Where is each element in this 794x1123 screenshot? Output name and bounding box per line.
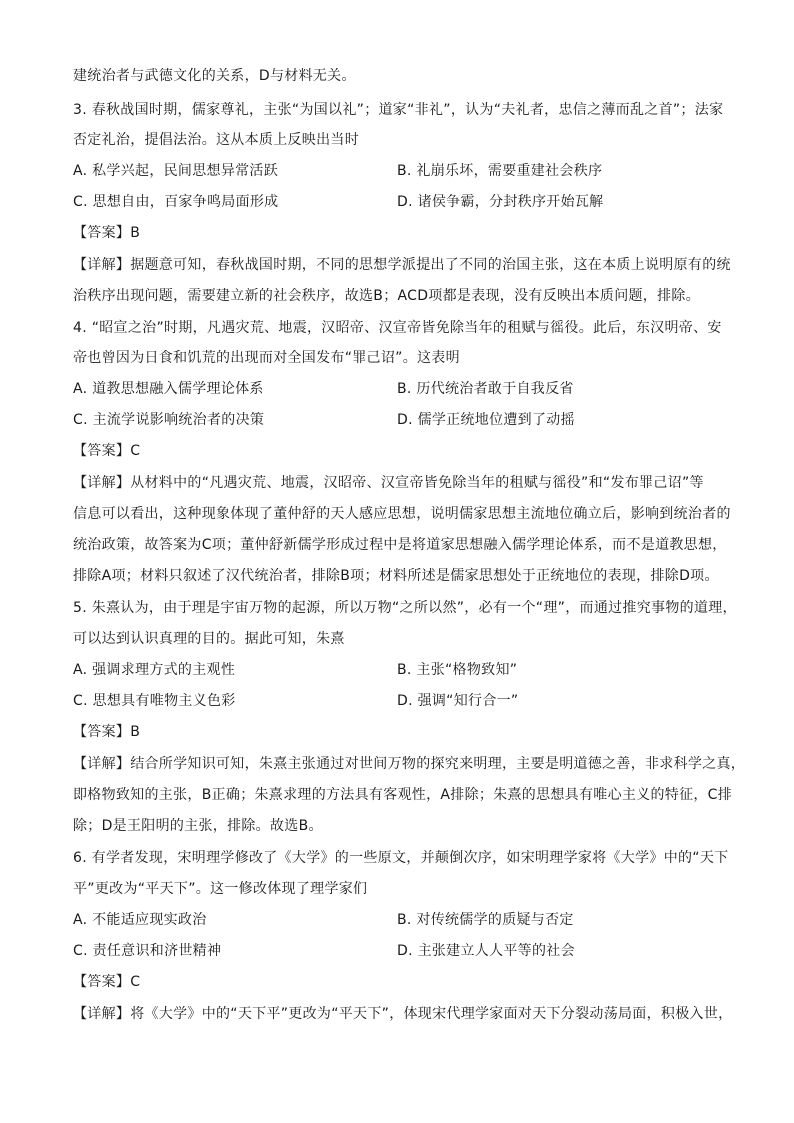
question-5-stem: 5. 朱熹认为，由于理是宇宙万物的起源，所以万物“之所以然”，必有一个“理”，而通过推究事物的道理， — [73, 600, 737, 616]
q4-option-c: C. 主流学说影响统治者的决策 — [73, 412, 265, 428]
q6-option-d: D. 主张建立人人平等的社会 — [397, 943, 575, 959]
q5-option-a: A. 强调求理方式的主观性 — [73, 662, 236, 678]
q4-answer: 【答案】C — [73, 443, 141, 459]
q4-explanation-cont: 信息可以看出，这种现象体现了董仲舒的天人感应思想，说明儒家思想主流地位确立后，影响到统治者的 — [73, 506, 731, 522]
q4-option-a: A. 道教思想融入儒学理论体系 — [73, 381, 264, 397]
q3-answer: 【答案】B — [73, 225, 141, 241]
q3-explanation: 【详解】据题意可知，春秋战国时期，不同的思想学派提出了不同的治国主张，这在本质上说明原有的统 — [73, 257, 731, 273]
q6-option-a: A. 不能适应现实政治 — [73, 912, 207, 928]
q5-explanation: 【详解】结合所学知识可知，朱熹主张通过对世间万物的探究来明理，主要是明道德之善，非求科学之真， — [73, 756, 746, 772]
q3-explanation-cont: 治秩序出现问题，需要建立新的社会秩序，故选B；ACD项都是表现，没有反映出本质问题，排除。 — [73, 288, 700, 304]
question-4-stem-cont: 帝也曾因为日食和饥荒的出现而对全国发布“罪己诏”。这表明 — [73, 350, 460, 366]
q5-option-b: B. 主张“格物致知” — [397, 662, 518, 678]
q4-explanation: 【详解】从材料中的“凡遇灾荒、地震，汉昭帝、汉宣帝皆免除当年的租赋与徭役”和“发布罪己诏”等 — [73, 475, 704, 491]
q6-option-b: B. 对传统儒学的质疑与否定 — [397, 912, 574, 928]
question-6-stem: 6. 有学者发现，宋明理学修改了《大学》的一些原文，并颠倒次序，如宋明理学家将《大学》中的“天下 — [73, 850, 729, 866]
q4-option-d: D. 儒学正统地位遭到了动摇 — [397, 412, 575, 428]
q4-explanation-cont: 统治政策，故答案为C项；董仲舒新儒学形成过程中是将道家思想融入儒学理论体系，而不是道教思想， — [73, 537, 727, 553]
q3-option-b: B. 礼崩乐坏，需要重建社会秩序 — [397, 163, 603, 179]
q5-explanation-cont: 即格物致知的主张，B正确；朱熹求理的方法具有客观性，A排除；朱熹的思想具有唯心主义的特征，C排 — [73, 787, 733, 803]
q3-option-c: C. 思想自由，百家争鸣局面形成 — [73, 194, 279, 210]
question-4-stem: 4. “昭宣之治”时期，凡遇灾荒、地震，汉昭帝、汉宣帝皆免除当年的租赋与徭役。此后，东汉明帝、安 — [73, 320, 722, 336]
question-3-stem-cont: 否定礼治，提倡法治。这从本质上反映出当时 — [73, 132, 359, 148]
question-6-stem-cont: 平”更改为“平天下”。这一修改体现了理学家们 — [73, 881, 368, 897]
q5-option-d: D. 强调“知行合一” — [397, 693, 519, 709]
question-5-stem-cont: 可以达到认识真理的目的。据此可知，朱熹 — [73, 631, 345, 647]
q5-answer: 【答案】B — [73, 724, 141, 740]
q3-option-a: A. 私学兴起，民间思想异常活跃 — [73, 163, 279, 179]
question-3-stem: 3. 春秋战国时期，儒家尊礼，主张“为国以礼”；道家“非礼”，认为“夫礼者，忠信之薄而乱之首”；法家 — [73, 102, 724, 118]
q6-explanation: 【详解】将《大学》中的“天下平”更改为“平天下”，体现宋代理学家面对天下分裂动荡局面，积极入世， — [73, 1006, 733, 1022]
q4-explanation-cont: 排除A项；材料只叙述了汉代统治者，排除B项；材料所述是儒家思想处于正统地位的表现，排除D项。 — [73, 568, 719, 584]
q6-answer: 【答案】C — [73, 974, 141, 990]
q6-option-c: C. 责任意识和济世精神 — [73, 943, 222, 959]
q5-option-c: C. 思想具有唯物主义色彩 — [73, 693, 236, 709]
q5-explanation-cont: 除；D是王阳明的主张，排除。故选B。 — [73, 818, 323, 834]
q4-option-b: B. 历代统治者敢于自我反省 — [397, 381, 574, 397]
q3-option-d: D. 诸侯争霸，分封秩序开始瓦解 — [397, 194, 604, 210]
text-line: 建统治者与武德文化的关系，D与材料无关。 — [73, 68, 356, 84]
